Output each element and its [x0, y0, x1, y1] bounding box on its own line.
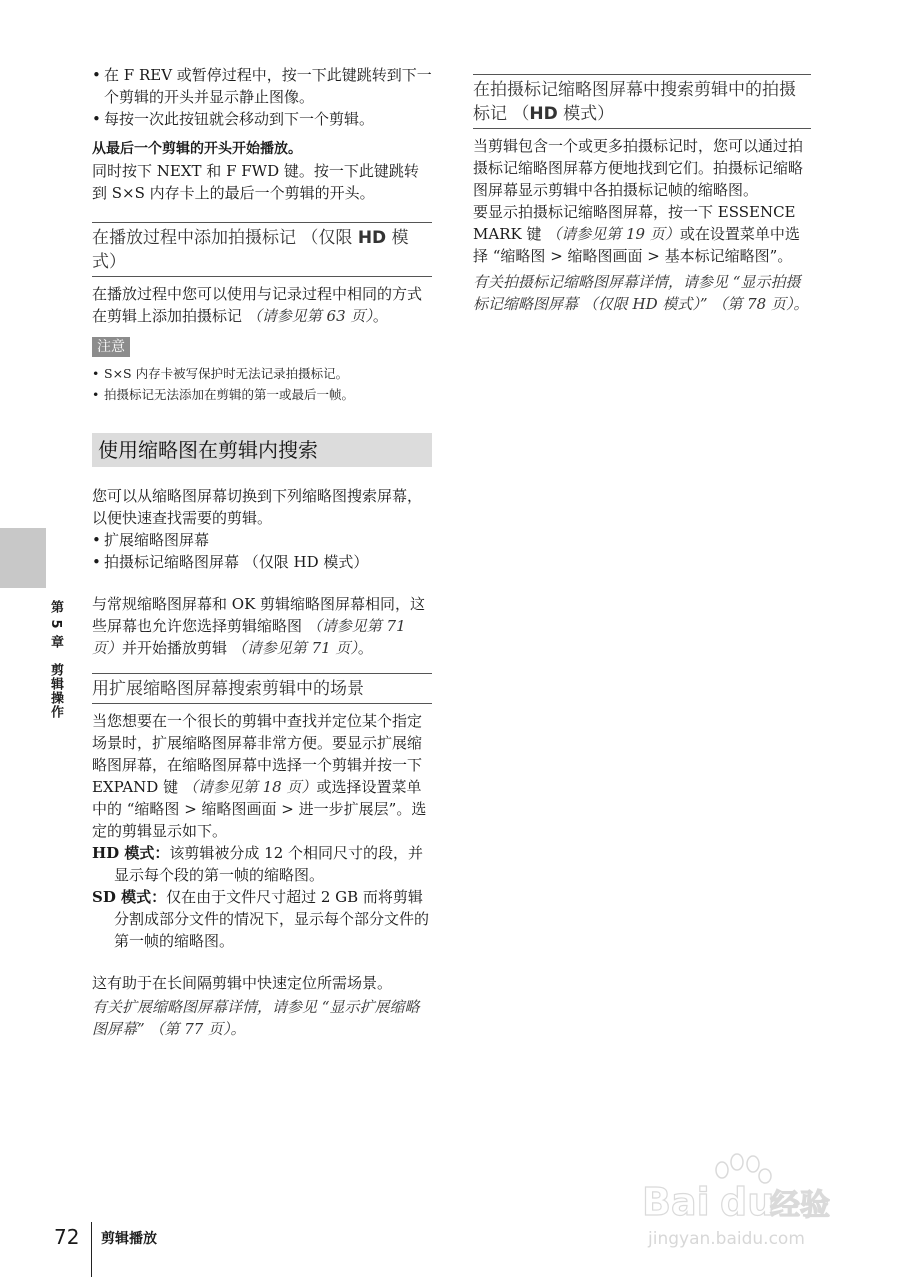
- last-clip-heading: 从最后一个剪辑的开头开始播放。: [92, 141, 302, 157]
- bullet-item: • 拍摄标记缩略图屏幕 （仅限 HD 模式）: [92, 551, 432, 573]
- also-text: [92, 593, 432, 659]
- watermark-brand-b: du: [720, 1180, 775, 1224]
- chapter-tab: [0, 528, 46, 588]
- watermark-cn: 经验: [770, 1188, 830, 1223]
- text: 或在设置菜单中选择 “缩略图 > 缩略图画面 > 基本标记缩略图”。: [473, 225, 800, 265]
- text: 当您想要在一个很长的剪辑中查找并定位某个指定场景时，扩展缩略图屏幕非常方便。要显示扩展缩略图屏幕，在缩略图屏幕中选择一个剪辑并按一下 EXPAND 键: [92, 712, 423, 796]
- period: 。: [357, 639, 373, 657]
- paw-icon: [716, 1154, 771, 1183]
- text: 与常规缩略图屏幕和 OK 剪辑缩略图屏幕相同，这些屏幕也允许您选择剪辑缩略图: [92, 595, 426, 635]
- expand-text: [92, 710, 432, 842]
- text: 或选择设置菜单中的 “缩略图 > 缩略图画面 > 进一步扩展层”。选定的剪辑显示如下。: [92, 778, 427, 840]
- page-number: 72: [54, 1225, 80, 1249]
- detail-reference: 有关扩展缩略图屏幕详情，请参见 “显示扩展缩略图屏幕” （第 77 页）。: [92, 998, 420, 1038]
- expand-heading: 用扩展缩略图屏幕搜索剪辑中的场景: [92, 673, 432, 704]
- hd-mode-line: [92, 842, 432, 886]
- page-reference: （请参见第 19 页）: [546, 225, 680, 243]
- page-reference: （请参见第 63 页）: [246, 307, 373, 325]
- bullet-item: • 每按一次此按钮就会移动到下一个剪辑。: [92, 108, 432, 130]
- hd-bold: HD: [357, 228, 387, 248]
- mark-search-instructions: [473, 201, 811, 267]
- left-column: [92, 64, 432, 1040]
- footer-title: 剪辑播放: [101, 1231, 157, 1247]
- page-reference: （请参见第 71 页）: [231, 639, 358, 657]
- period: 。: [372, 307, 388, 325]
- detail-reference: 有关拍摄标记缩略图屏幕详情，请参见 “显示拍摄标记缩略图屏幕 （仅限 HD 模式）” （第 78 页）。: [473, 273, 809, 313]
- right-column: [473, 64, 811, 315]
- add-marks-heading: [92, 222, 432, 277]
- hd-mode-text: 该剪辑被分成 12 个相同尺寸的段，并显示每个段的第一帧的缩略图。: [114, 844, 424, 884]
- mark-search-heading: [473, 74, 811, 129]
- text: 并开始播放剪辑: [122, 639, 232, 657]
- hd-mode-label: HD 模式：: [92, 844, 170, 862]
- helps-text: 这有助于在长间隔剪辑中快速定位所需场景。: [92, 974, 393, 992]
- mark-search-text: 当剪辑包含一个或更多拍摄标记时，您可以通过拍摄标记缩略图屏幕方便地找到它们。拍摄标记缩略图屏幕显示剪辑中各拍摄标记帧的缩略图。: [473, 137, 804, 199]
- page-reference: （请参见第 18 页）: [182, 778, 317, 796]
- section-heading: 使用缩略图在剪辑内搜索: [92, 433, 432, 467]
- sd-mode-text: 仅在由于文件尺寸超过 2 GB 而将剪辑分割成部分文件的情况下，显示每个部分文件的第一帧的缩略图。: [114, 888, 430, 950]
- heading-part: 在拍摄标记缩略图屏幕中搜索剪辑中的拍摄标记 （: [473, 80, 796, 124]
- watermark-url: jingyan.baidu.com: [648, 1229, 805, 1249]
- heading-part: 在播放过程中添加拍摄标记 （仅限: [92, 228, 358, 248]
- watermark-brand: Bai: [642, 1180, 710, 1224]
- bullet-item: • 扩展缩略图屏幕: [92, 529, 432, 551]
- note-item: • 拍摄标记无法添加在剪辑的第一或最后一帧。: [92, 384, 432, 405]
- text: 要显示拍摄标记缩略图屏幕，按一下 ESSENCE MARK 键: [473, 203, 796, 243]
- baidu-watermark: [640, 1140, 860, 1250]
- section-intro: 您可以从缩略图屏幕切换到下列缩略图搜索屏幕，以便快速查找需要的剪辑。: [92, 487, 423, 527]
- bullet-item: • 在 F REV 或暂停过程中，按一下此键跳转到下一个剪辑的开头并显示静止图像。: [92, 64, 432, 108]
- text: 在播放过程中您可以使用与记录过程中相同的方式在剪辑上添加拍摄标记: [92, 285, 423, 325]
- footer-divider: [91, 1222, 92, 1277]
- sd-mode-line: [92, 886, 432, 952]
- hd-bold: HD: [529, 104, 558, 124]
- note-item: • S×S 内存卡被写保护时无法记录拍摄标记。: [92, 363, 432, 384]
- heading-part: 模式）: [557, 104, 615, 124]
- note-badge: 注意: [92, 337, 130, 357]
- last-clip-text: 同时按下 NEXT 和 F FWD 键。按一下此键跳转到 S×S 内存卡上的最后一个剪辑的开头。: [92, 162, 419, 202]
- chapter-label: 第 5 章 剪辑操作: [48, 600, 63, 720]
- add-marks-text: [92, 283, 432, 327]
- page-reference: （请参见第 71 页）: [92, 617, 406, 657]
- heading-part: 模式）: [92, 228, 409, 272]
- sd-mode-label: SD 模式：: [92, 888, 167, 906]
